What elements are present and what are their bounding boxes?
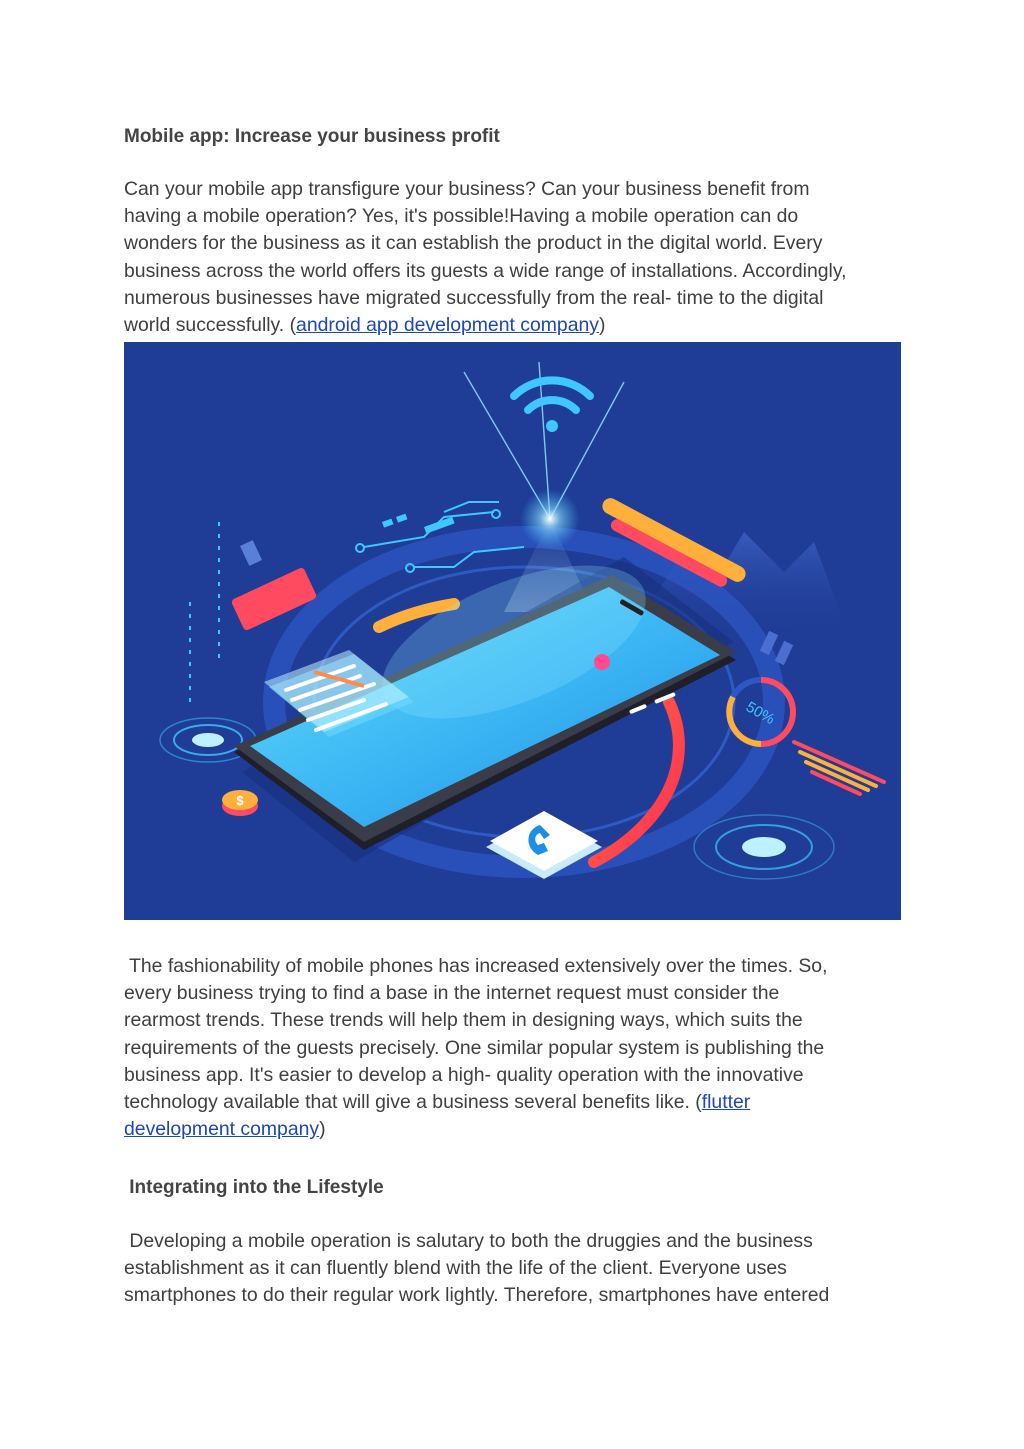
section-line: smartphones to do their regular work lightly. Therefore, smartphones have entered: [124, 1284, 830, 1307]
glow-point: [520, 489, 580, 549]
section-title: Integrating into the Lifestyle: [124, 1177, 384, 1198]
section-line: establishment as it can fluently blend with the life of the client. Everyone uses: [124, 1257, 787, 1280]
android-app-development-link[interactable]: android app development company: [296, 314, 599, 337]
body-line-prefix: technology available that will give a business several benefits like. (: [124, 1091, 702, 1114]
body-paragraph: [124, 953, 904, 1143]
body-line: every business trying to find a base in the internet request must consider the: [124, 982, 780, 1005]
intro-line: numerous businesses have migrated successfully from the real- time to the digital: [124, 286, 824, 309]
intro-line: [124, 312, 904, 339]
gauge-label: 50%: [742, 698, 778, 729]
intro-line-suffix: ): [598, 314, 606, 337]
intro-line: business across the world offers its guests a wide range of installations. Accordingly,: [124, 259, 847, 282]
body-line-suffix: ): [319, 1118, 326, 1141]
body-line: requirements of the guests precisely. One similar popular system is publishing the: [124, 1036, 825, 1059]
flutter-development-link-continued[interactable]: development company: [124, 1118, 320, 1141]
body-line: [124, 1116, 904, 1143]
flutter-development-link[interactable]: flutter: [701, 1091, 751, 1114]
dollar-coin-icon: [222, 790, 258, 816]
intro-line-prefix: world successfully. (: [124, 314, 297, 337]
section-line: Developing a mobile operation is salutary to both the druggies and the business: [124, 1230, 813, 1252]
section-paragraph: [124, 1228, 904, 1310]
body-line: [124, 1089, 904, 1116]
hero-illustration: [124, 342, 901, 920]
article-title: Mobile app: Increase your business profit: [124, 126, 500, 147]
blue-block-right-2: [775, 641, 793, 665]
pink-dot: [594, 654, 610, 670]
intro-line: having a mobile operation? Yes, it's possible!Having a mobile operation can do: [124, 205, 799, 228]
body-line: business app. It's easier to develop a high- quality operation with the innovative: [124, 1063, 804, 1086]
svg-text:$: $: [236, 793, 244, 808]
blue-small-block: [240, 540, 262, 566]
body-line: The fashionability of mobile phones has increased extensively over the times. So,: [124, 955, 828, 977]
body-line: rearmost trends. These trends will help them in designing ways, which suits the: [124, 1009, 803, 1032]
intro-line: Can your mobile app transfigure your business? Can your business benefit from: [124, 178, 810, 200]
stripe-marks-right: [794, 742, 884, 794]
intro-line: wonders for the business as it can establish the product in the digital world. Every: [124, 232, 823, 255]
target-rings-right: [694, 815, 834, 879]
intro-paragraph: [124, 176, 904, 339]
wifi-icon: [514, 380, 590, 432]
